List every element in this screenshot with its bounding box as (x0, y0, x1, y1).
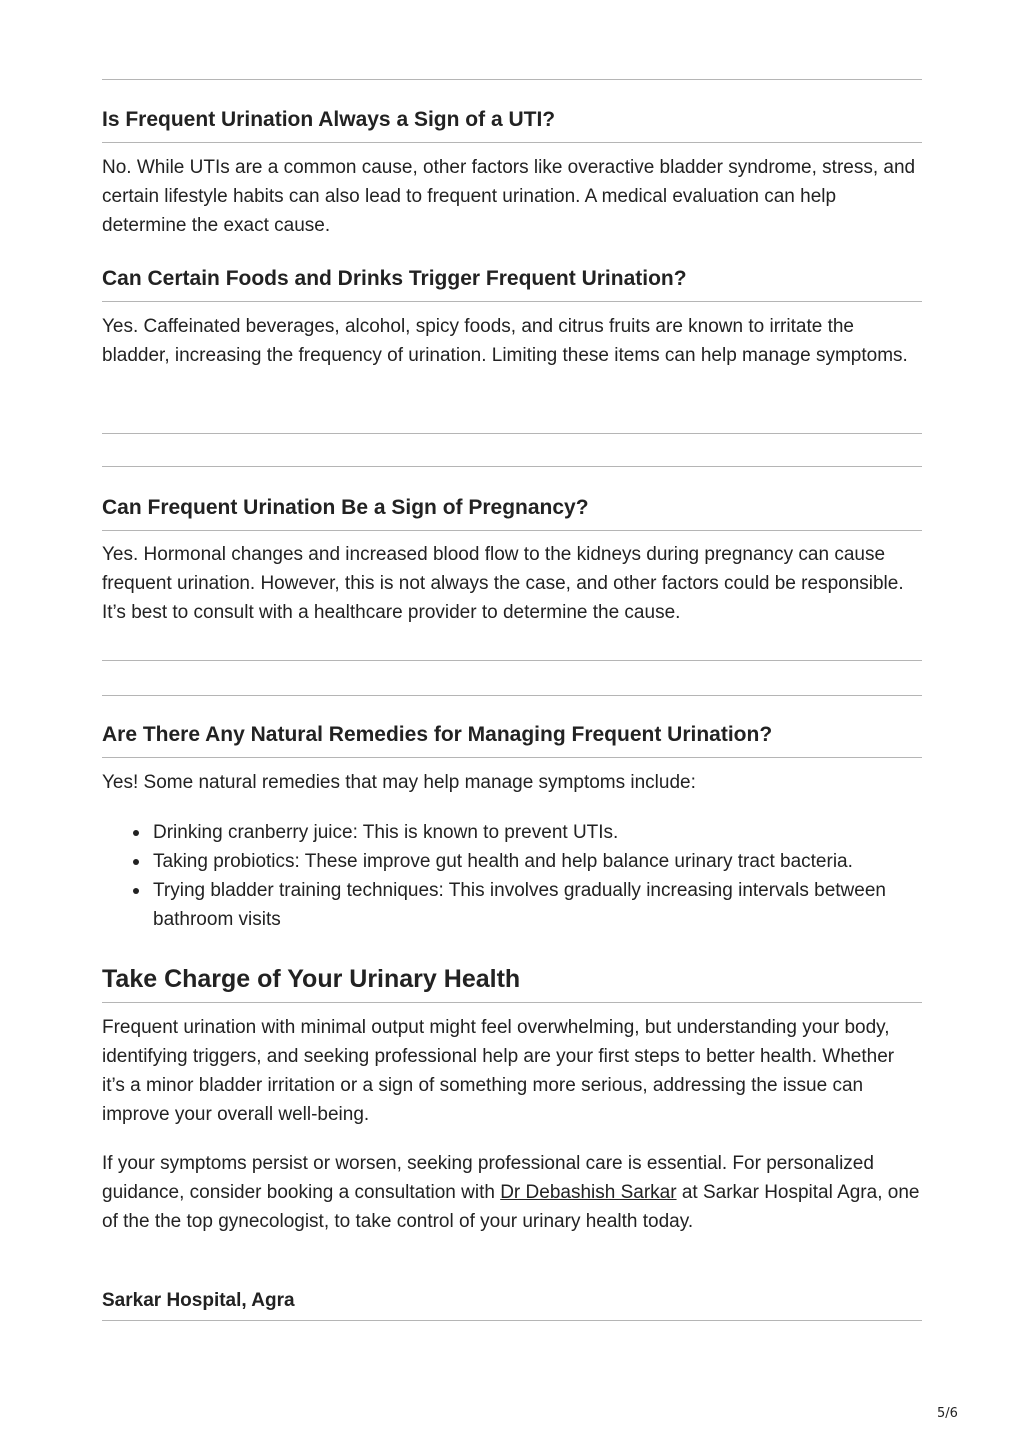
bullet-icon (133, 859, 139, 865)
faq-answer-1: No. While UTIs are a common cause, other factors like overactive bladder syndrome, stress, and certain lifestyle habits can also lead to frequent urination. A medical evaluation can help determine the exact cause. (102, 157, 916, 236)
divider (102, 466, 922, 467)
list-item-text: Taking probiotics: These improve gut health and help balance urinary tract bacteria. (153, 851, 853, 872)
page-number: 5/6 (937, 1406, 958, 1421)
section-paragraph-2 (102, 1149, 922, 1236)
divider (102, 530, 922, 531)
paragraph-text: at Sarkar Hospital Agra, one of the the top gynecologist, to take control of your urinary health today. (102, 1182, 920, 1232)
divider (102, 79, 922, 80)
divider (102, 301, 922, 302)
divider (102, 757, 922, 758)
doctor-link[interactable]: Dr Debashish Sarkar (500, 1182, 677, 1203)
faq-answer-2: Yes. Caffeinated beverages, alcohol, spicy foods, and citrus fruits are known to irritate the bladder, increasing the frequency of urination. Limiting these items can help manage symptoms. (102, 316, 908, 366)
faq-question-2: Can Certain Foods and Drinks Trigger Frequent Urination? (102, 267, 687, 290)
faq-answer-3: Yes. Hormonal changes and increased blood flow to the kidneys during pregnancy can cause frequent urination. However, this is not always the case, and other factors could be responsible. It’s best to consult with a healthcare provider to determine the cause. (102, 544, 904, 623)
section-paragraph-1: Frequent urination with minimal output might feel overwhelming, but understanding your body, identifying triggers, and seeking professional help are your first steps to better health. Whether it’s a minor bladder irritation or a sign of something more serious, addressing the issue can improve your overall well-being. (102, 1017, 895, 1125)
faq-question-3: Can Frequent Urination Be a Sign of Pregnancy? (102, 496, 589, 519)
divider (102, 695, 922, 696)
list-item-text: Trying bladder training techniques: This involves gradually increasing intervals between bathroom visits (153, 880, 886, 930)
list-item-text: Drinking cranberry juice: This is known to prevent UTIs. (153, 822, 619, 843)
bullet-icon (133, 830, 139, 836)
divider (102, 433, 922, 434)
section-title: Take Charge of Your Urinary Health (102, 965, 521, 993)
divider (102, 1320, 922, 1321)
list-item (102, 847, 932, 876)
list-item (102, 876, 932, 934)
faq-answer-4: Yes! Some natural remedies that may help manage symptoms include: (102, 772, 696, 793)
bullet-icon (133, 888, 139, 894)
divider (102, 660, 922, 661)
divider (102, 1002, 922, 1003)
remedies-list (102, 818, 932, 934)
faq-question-4: Are There Any Natural Remedies for Managing Frequent Urination? (102, 723, 773, 746)
faq-question-1: Is Frequent Urination Always a Sign of a UTI? (102, 108, 556, 131)
paragraph-text: If your symptoms persist or worsen, seeking professional care is essential. For personalized guidance, consider booking a consultation with (102, 1153, 874, 1203)
list-item (102, 818, 932, 847)
divider (102, 142, 922, 143)
hospital-heading: Sarkar Hospital, Agra (102, 1290, 295, 1311)
